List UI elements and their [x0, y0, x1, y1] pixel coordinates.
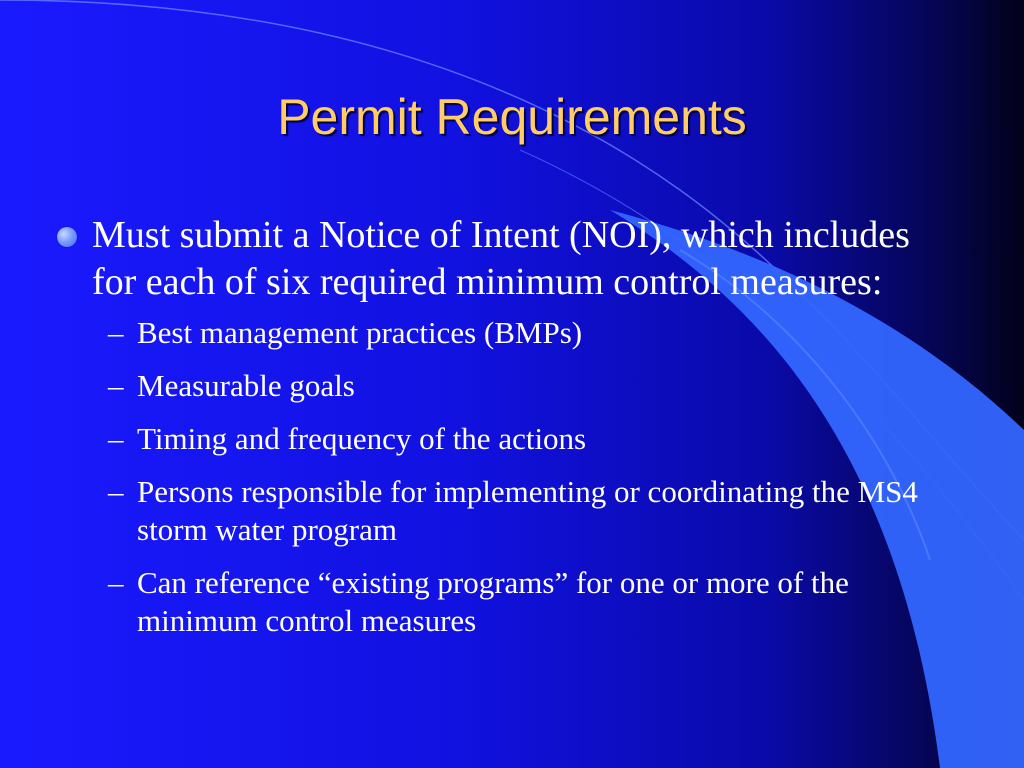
- sub-bullet-text: Best management practices (BMPs): [137, 315, 583, 350]
- sub-bullet-item: [108, 564, 957, 640]
- slide-content: [55, 212, 955, 655]
- sub-bullet-text: Timing and frequency of the actions: [137, 421, 587, 456]
- dash-bullet: –: [108, 565, 124, 600]
- dash-bullet: –: [108, 368, 124, 403]
- sub-bullet-text: Can reference “existing programs” for one or more of the minimum control measures: [137, 565, 849, 638]
- sub-bullet-item: [108, 367, 957, 405]
- sub-bullet-text: Measurable goals: [137, 368, 355, 403]
- bullet-dot-icon: [57, 227, 77, 247]
- slide-title: Permit Requirements: [277, 89, 747, 145]
- dash-bullet: –: [108, 315, 124, 350]
- dash-bullet: –: [108, 474, 124, 509]
- sub-bullet-item: [108, 473, 957, 549]
- bullet-text: Must submit a Notice of Intent (NOI), which includes for each of six required minimum control measures:: [92, 214, 910, 303]
- sub-bullet-item: [108, 314, 957, 352]
- bullet-item: [55, 212, 922, 306]
- dash-bullet: –: [108, 421, 124, 456]
- sub-bullet-list: [55, 314, 955, 640]
- sub-bullet-item: [108, 420, 957, 458]
- sub-bullet-text: Persons responsible for implementing or coordinating the MS4 storm water program: [137, 474, 918, 547]
